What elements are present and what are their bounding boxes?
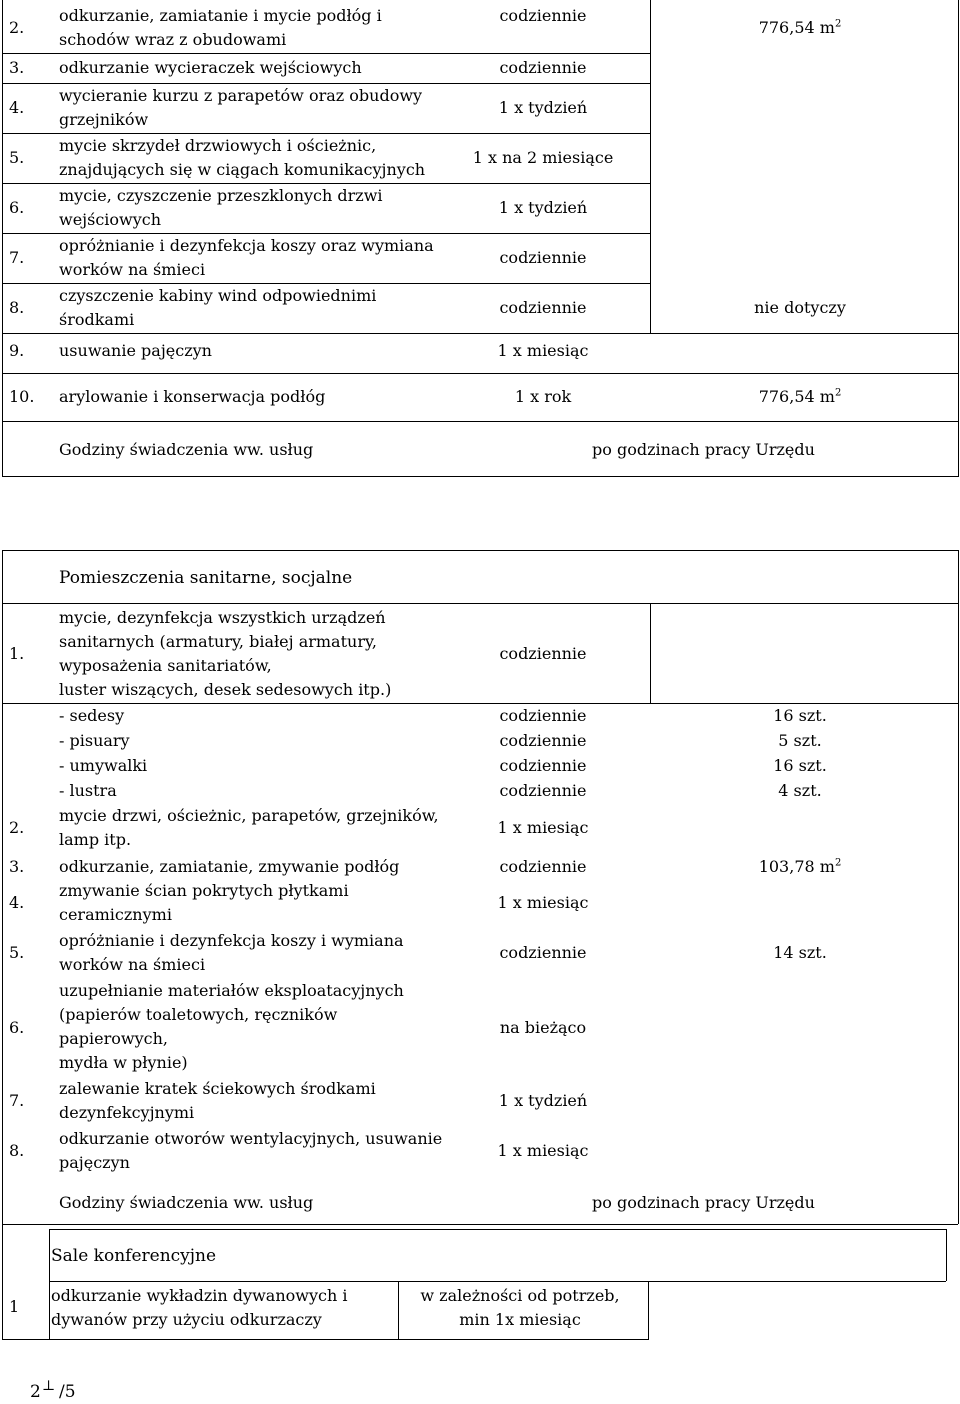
task-description: usuwanie pajęczyn (59, 341, 212, 360)
fixture-quantity: 5 szt. (778, 731, 822, 750)
task-description: pajęczyn (59, 1153, 130, 1172)
task-description: luster wiszących, desek sedesowych itp.) (59, 680, 392, 699)
task-frequency: codziennie (499, 857, 587, 876)
perpendicular-symbol: ⊥ (42, 1378, 56, 1394)
task-description: zalewanie kratek ściekowych środkami (59, 1079, 376, 1098)
task-description: worków na śmieci (59, 260, 206, 279)
row-number: 1 (9, 1297, 20, 1316)
task-description: środkami (59, 310, 135, 329)
task-frequency: 1 x miesiąc (497, 818, 589, 837)
task-frequency: 1 x tydzień (498, 98, 588, 117)
task-frequency: 1 x tydzień (498, 198, 588, 217)
task-description: worków na śmieci (59, 955, 206, 974)
fixture-frequency: codziennie (499, 706, 587, 725)
task-description: wycieranie kurzu z parapetów oraz obudowy (59, 86, 423, 105)
task-frequency: codziennie (499, 298, 587, 317)
task-frequency: codziennie (499, 943, 587, 962)
task-description: (papierów toaletowych, ręczników (59, 1005, 338, 1024)
row-number: 9. (9, 341, 25, 360)
row-number: 5. (9, 943, 25, 962)
task-description: odkurzanie otworów wentylacyjnych, usuwanie (59, 1129, 443, 1148)
task-description: dezynfekcyjnymi (59, 1103, 195, 1122)
task-description: sanitarnych (armatury, białej armatury, (59, 632, 377, 651)
task-frequency: w zależności od potrzeb, (420, 1286, 620, 1305)
row-number: 7. (9, 248, 25, 267)
task-frequency: 1 x miesiąc (497, 341, 589, 360)
page-number: 2 (30, 1382, 41, 1402)
row-number: 2. (9, 818, 25, 837)
fixture-quantity: 16 szt. (773, 756, 827, 775)
area-value: 776,54 $m^2$ (758, 18, 842, 37)
section-title: Sale konferencyjne (51, 1246, 217, 1266)
task-description: mycie, dezynfekcja wszystkich urządzeń (59, 608, 386, 627)
service-hours-label: Godziny świadczenia ww. usług (59, 1193, 314, 1212)
fixture-frequency: codziennie (499, 756, 587, 775)
task-description: odkurzanie wykładzin dywanowych i (51, 1286, 348, 1305)
section-title: Pomieszczenia sanitarne, socjalne (59, 568, 353, 588)
task-description: wejściowych (59, 210, 162, 229)
task-frequency: codziennie (499, 58, 587, 77)
fixture-item: - lustra (59, 781, 117, 800)
task-frequency: codziennie (499, 6, 587, 25)
task-frequency: min 1x miesiąc (459, 1310, 581, 1329)
row-number: 8. (9, 298, 25, 317)
task-frequency: 1 x miesiąc (497, 893, 589, 912)
task-frequency: 1 x rok (514, 387, 572, 406)
task-description: papierowych, (59, 1029, 168, 1048)
row-number: 3. (9, 58, 25, 77)
task-description: lamp itp. (59, 830, 132, 849)
row-number: 1. (9, 644, 25, 663)
task-description: opróżnianie i dezynfekcja koszy i wymiana (59, 931, 404, 950)
task-frequency: 1 x miesiąc (497, 1141, 589, 1160)
task-description: opróżnianie i dezynfekcja koszy oraz wymiana (59, 236, 434, 255)
row-number: 6. (9, 198, 25, 217)
task-description: odkurzanie, zamiatanie i mycie podłóg i (59, 6, 382, 25)
task-description: dywanów przy użyciu odkurzaczy (51, 1310, 322, 1329)
area-value: 103,78 $m^2$ (758, 857, 842, 876)
row-number: 8. (9, 1141, 25, 1160)
row-number: 10. (9, 387, 35, 406)
task-frequency: codziennie (499, 644, 587, 663)
service-hours-value: po godzinach pracy Urzędu (592, 1193, 815, 1212)
task-description: czyszczenie kabiny wind odpowiednimi (59, 286, 377, 305)
fixture-quantity: 16 szt. (773, 706, 827, 725)
task-description: mycie drzwi, ościeżnic, parapetów, grzejników, (59, 806, 439, 825)
fixture-item: - sedesy (59, 706, 125, 725)
row-number: 2. (9, 18, 25, 37)
fixture-item: - pisuary (59, 731, 130, 750)
page-total: /5 (59, 1382, 76, 1402)
task-description: mydła w płynie) (59, 1053, 188, 1072)
row-number: 3. (9, 857, 25, 876)
task-description: odkurzanie, zamiatanie, zmywanie podłóg (59, 857, 400, 876)
task-description: zmywanie ścian pokrytych płytkami (59, 881, 349, 900)
row-number: 6. (9, 1018, 25, 1037)
task-frequency: na bieżąco (499, 1018, 587, 1037)
fixture-frequency: codziennie (499, 731, 587, 750)
not-applicable-note: nie dotyczy (754, 298, 846, 317)
task-description: uzupełnianie materiałów eksploatacyjnych (59, 981, 404, 1000)
task-description: mycie, czyszczenie przeszklonych drzwi (59, 186, 383, 205)
task-description: arylowanie i konserwacja podłóg (59, 387, 326, 406)
task-description: mycie skrzydeł drzwiowych i ościeżnic, (59, 136, 377, 155)
task-description: wyposażenia sanitariatów, (59, 656, 272, 675)
row-number: 7. (9, 1091, 25, 1110)
area-value: 776,54 $m^2$ (758, 387, 842, 406)
task-description: grzejników (59, 110, 149, 129)
service-hours-value: po godzinach pracy Urzędu (592, 440, 815, 459)
row-number: 4. (9, 98, 25, 117)
task-description: schodów wraz z obudowami (59, 30, 287, 49)
task-description: ceramicznymi (59, 905, 172, 924)
bin-quantity: 14 szt. (773, 943, 827, 962)
task-description: odkurzanie wycieraczek wejściowych (59, 58, 362, 77)
service-hours-label: Godziny świadczenia ww. usług (59, 440, 314, 459)
fixture-frequency: codziennie (499, 781, 587, 800)
task-frequency: 1 x na 2 miesiące (472, 148, 614, 167)
task-frequency: codziennie (499, 248, 587, 267)
row-number: 4. (9, 893, 25, 912)
fixture-quantity: 4 szt. (778, 781, 822, 800)
task-description: znajdujących się w ciągach komunikacyjnych (59, 160, 426, 179)
row-number: 5. (9, 148, 25, 167)
fixture-item: - umywalki (59, 756, 148, 775)
task-frequency: 1 x tydzień (498, 1091, 588, 1110)
